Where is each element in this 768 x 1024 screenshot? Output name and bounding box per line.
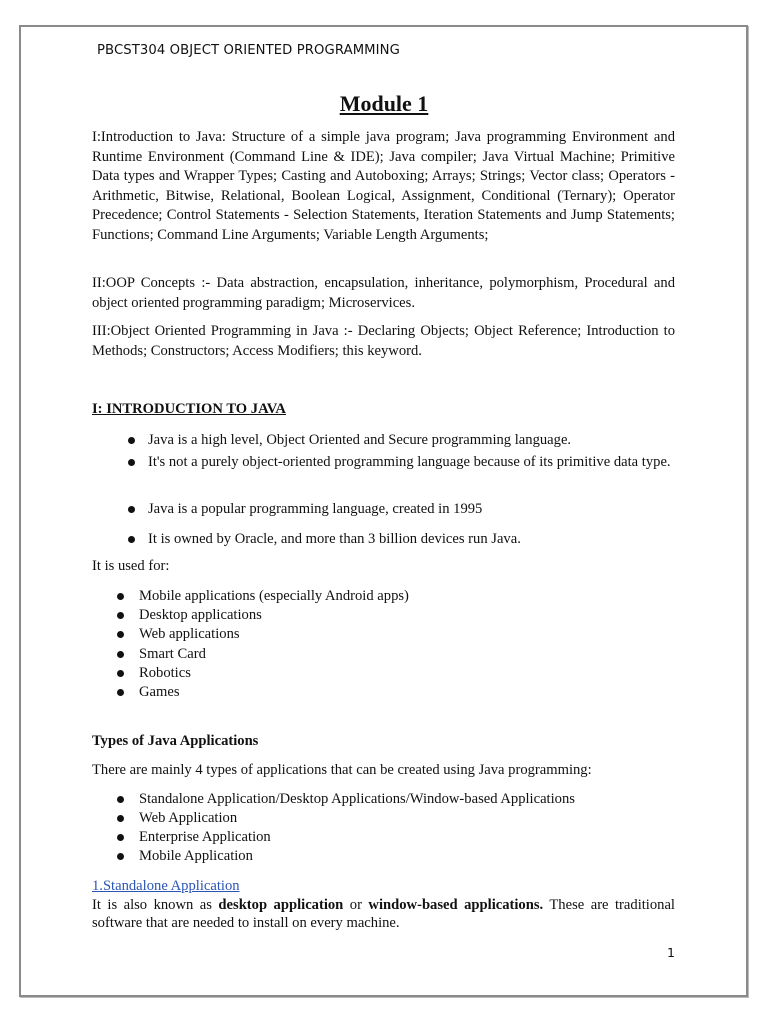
bullet-icon xyxy=(117,689,124,696)
page-header: PBCST304 OBJECT ORIENTED PROGRAMMING xyxy=(97,43,400,58)
desc-text: It is also known as xyxy=(92,897,219,913)
desc-text: or xyxy=(343,897,369,913)
types-intro: There are mainly 4 types of applications that can be created using Java programming: xyxy=(92,762,592,778)
standalone-description xyxy=(92,896,675,932)
syllabus-unit-3: III:Object Oriented Programming in Java :- Declaring Objects; Object Reference; Introduction to Methods; Constructors; Access Modifiers; this keyword. xyxy=(92,323,675,359)
bullet-icon xyxy=(117,593,124,600)
types-heading: Types of Java Applications xyxy=(92,733,259,749)
list-item: Robotics xyxy=(139,665,191,681)
list-item: Desktop applications xyxy=(139,607,262,623)
list-item: Java is a high level, Object Oriented and Secure programming language. xyxy=(148,432,572,448)
desc-bold: desktop application xyxy=(218,897,344,913)
syllabus-unit-1: I:Introduction to Java: Structure of a simple java program; Java programming Environment and Runtime Environment (Command Line & IDE); Java compiler; Java Virtual Machine; Primitive Data types and Wrapper Types; Casting and Autoboxing; Arrays; Strings; Vector class; Operators - Arithmetic, Bitwise, Relational, Boolean Logical, Assignment, Conditional (Ternary); Operator Precedence; Control Statements - Selection Statements, Iteration Statements and Jump Statements; Functions; Command Line Arguments; Variable Length Arguments; xyxy=(92,129,675,243)
list-item: Web Application xyxy=(139,810,238,826)
bullet-icon xyxy=(117,815,124,822)
bullet-icon xyxy=(128,536,135,543)
bullet-icon xyxy=(117,796,124,803)
list-item: Games xyxy=(139,684,180,700)
list-item: Web applications xyxy=(139,626,240,642)
standalone-application-link[interactable]: 1.Standalone Application xyxy=(92,878,240,894)
page-title: Module 1 xyxy=(339,91,429,116)
list-item: Java is a popular programming language, created in 1995 xyxy=(148,501,483,517)
bullet-icon xyxy=(117,612,124,619)
bullet-icon xyxy=(117,834,124,841)
bullet-icon xyxy=(128,506,135,513)
list-item: Smart Card xyxy=(139,646,206,662)
desc-text: These are traditional software that are needed to install on every machine. xyxy=(92,897,675,931)
list-item: It is owned by Oracle, and more than 3 billion devices run Java. xyxy=(148,531,521,547)
syllabus-unit-2: II:OOP Concepts :- Data abstraction, encapsulation, inheritance, polymorphism, Procedural and object oriented programming paradigm; Microservices. xyxy=(92,275,675,311)
list-item: Standalone Application/Desktop Applications/Window-based Applications xyxy=(139,791,575,807)
desc-bold: window-based applications. xyxy=(368,897,544,913)
used-for-label: It is used for: xyxy=(92,558,170,574)
bullet-icon xyxy=(117,670,124,677)
bullet-icon xyxy=(128,459,135,466)
list-item: Mobile applications (especially Android apps) xyxy=(139,588,409,604)
page-number: 1 xyxy=(667,945,675,960)
section-heading: I: INTRODUCTION TO JAVA xyxy=(92,401,286,417)
list-item: Enterprise Application xyxy=(139,829,271,845)
bullet-icon xyxy=(128,437,135,444)
bullet-icon xyxy=(117,631,124,638)
list-item: Mobile Application xyxy=(139,848,253,864)
bullet-icon xyxy=(117,651,124,658)
bullet-icon xyxy=(117,853,124,860)
list-item: It's not a purely object-oriented programming language because of its primitive data type. xyxy=(148,454,671,470)
